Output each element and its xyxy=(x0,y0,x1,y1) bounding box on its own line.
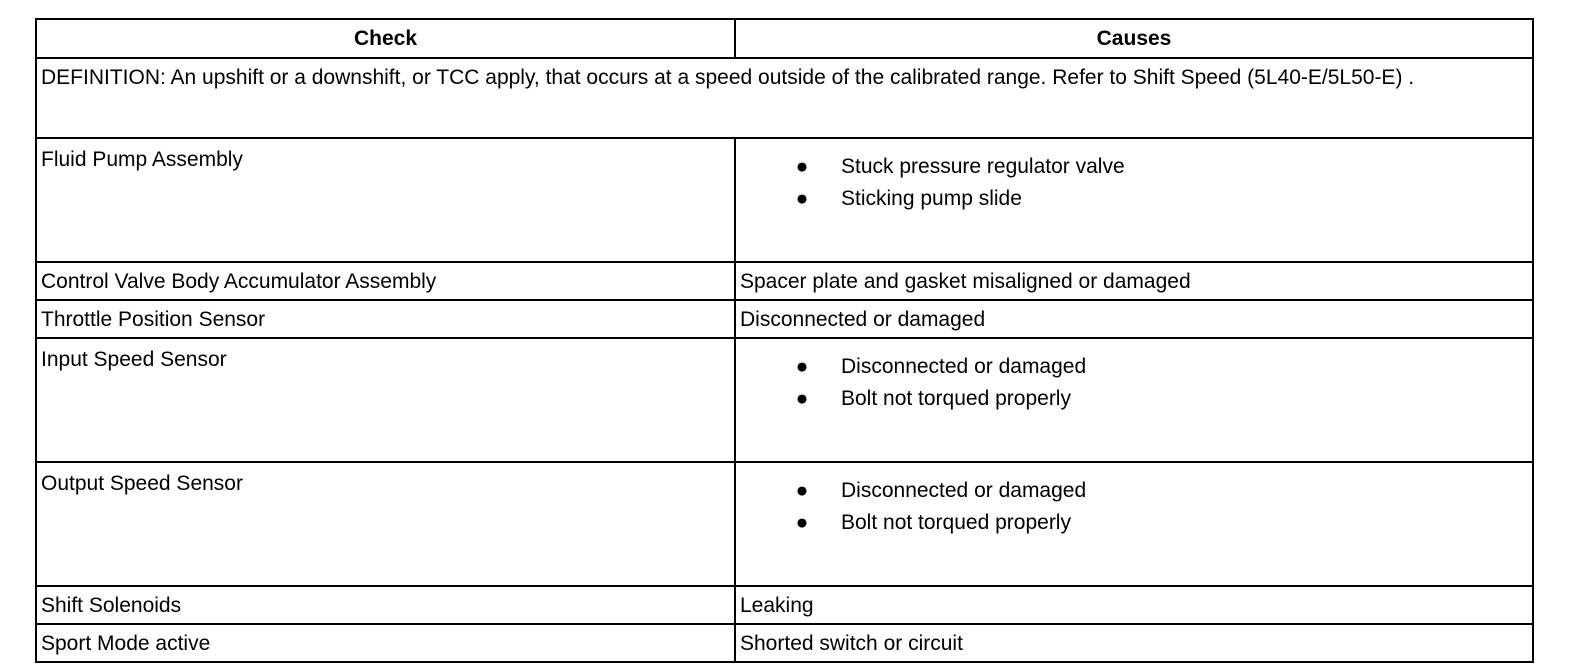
table-row xyxy=(36,624,1533,662)
cause-text: Disconnected or damaged xyxy=(841,479,1087,502)
cause-text: Disconnected or damaged xyxy=(841,355,1087,378)
cause-item xyxy=(740,183,1528,215)
cause-text: Sticking pump slide xyxy=(841,187,1022,210)
cause-cell: Disconnected or damaged xyxy=(735,300,1533,338)
table-row xyxy=(36,338,1533,462)
check-cell: Input Speed Sensor xyxy=(36,338,735,462)
causes-cell xyxy=(735,462,1533,586)
cause-text: Stuck pressure regulator valve xyxy=(841,155,1125,178)
table-row xyxy=(36,462,1533,586)
causes-list xyxy=(740,147,1528,215)
cause-cell: Leaking xyxy=(735,586,1533,624)
bullet-icon: ● xyxy=(795,511,809,534)
table-row xyxy=(36,138,1533,262)
causes-cell xyxy=(735,338,1533,462)
cause-item xyxy=(740,475,1528,507)
check-cell: Output Speed Sensor xyxy=(36,462,735,586)
bullet-icon: ● xyxy=(795,155,809,178)
check-cell: Sport Mode active xyxy=(36,624,735,662)
check-cell: Fluid Pump Assembly xyxy=(36,138,735,262)
check-cell: Throttle Position Sensor xyxy=(36,300,735,338)
causes-cell xyxy=(735,138,1533,262)
bullet-icon: ● xyxy=(795,387,809,410)
table-row xyxy=(36,300,1533,338)
table-row xyxy=(36,262,1533,300)
bullet-icon: ● xyxy=(795,355,809,378)
header-row xyxy=(36,19,1533,58)
bullet-icon: ● xyxy=(795,479,809,502)
diagnostic-page xyxy=(35,18,1532,663)
cause-cell: Spacer plate and gasket misaligned or damaged xyxy=(735,262,1533,300)
header-causes: Causes xyxy=(735,19,1533,58)
cause-text: Bolt not torqued properly xyxy=(841,387,1071,410)
cause-item xyxy=(740,383,1528,415)
causes-list xyxy=(740,471,1528,539)
cause-item xyxy=(740,151,1528,183)
diagnostic-table xyxy=(35,18,1534,663)
cause-text: Bolt not torqued properly xyxy=(841,511,1071,534)
check-cell: Shift Solenoids xyxy=(36,586,735,624)
bullet-icon: ● xyxy=(795,187,809,210)
cause-item xyxy=(740,507,1528,539)
definition-row xyxy=(36,58,1533,138)
causes-list xyxy=(740,347,1528,415)
check-cell: Control Valve Body Accumulator Assembly xyxy=(36,262,735,300)
header-check: Check xyxy=(36,19,735,58)
cause-cell: Shorted switch or circuit xyxy=(735,624,1533,662)
table-row xyxy=(36,586,1533,624)
cause-item xyxy=(740,351,1528,383)
definition-text: DEFINITION: An upshift or a downshift, or TCC apply, that occurs at a speed outside of the calibrated range. Refer to Shift Speed (5L40-E/5L50-E) . xyxy=(36,58,1533,138)
